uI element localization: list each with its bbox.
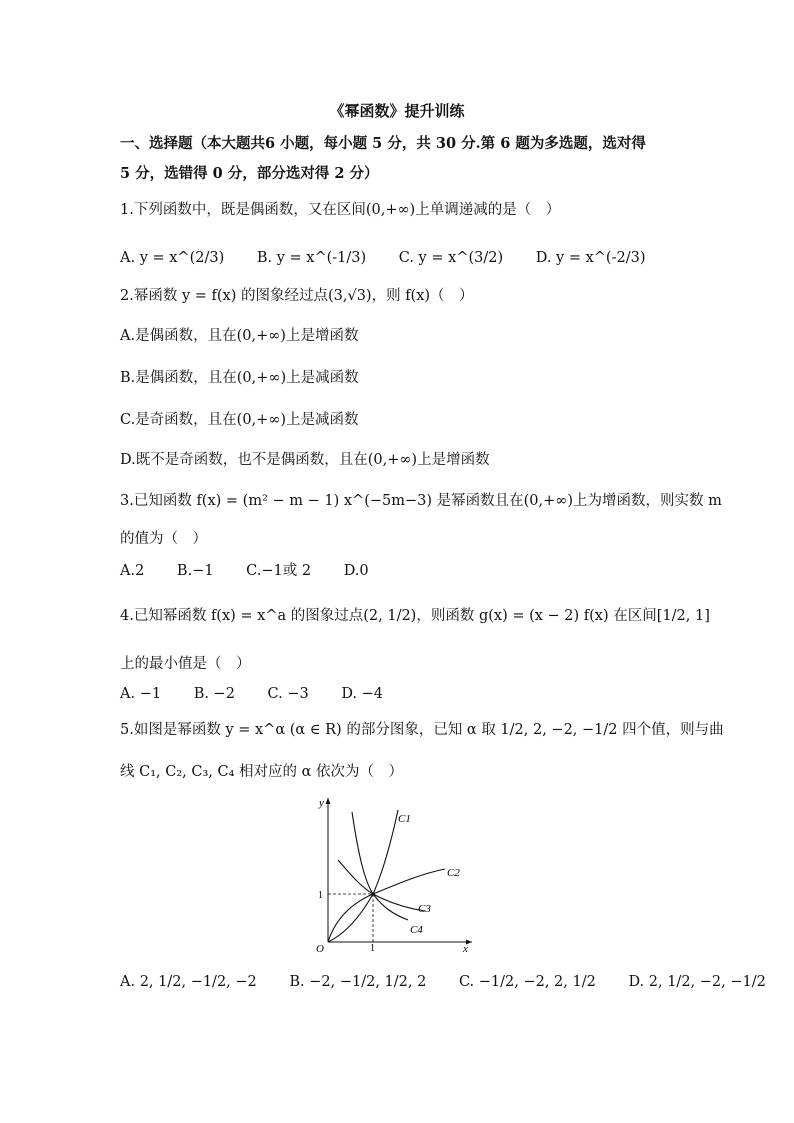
- section-heading-line2: 5 分，选错得 0 分，部分选对得 2 分）: [120, 165, 379, 182]
- q3-stem-line1: 3.已知函数 f(x) = (m² − m − 1) x^(−5m−3) 是幂函数且在(0,+∞)上为增函数，则实数 m: [120, 493, 722, 509]
- y-axis-label: y: [319, 797, 324, 809]
- q5-option-d: D. 2, 1/2, −2, −1/2: [628, 974, 766, 990]
- q5-option-c: C. −1/2, −2, 2, 1/2: [458, 974, 596, 990]
- q1-options: [120, 248, 673, 268]
- curve-c2-label: C2: [447, 867, 460, 879]
- curve-c4-label: C4: [410, 924, 423, 936]
- y-axis-arrow: [326, 798, 331, 804]
- q2-option-b: B.是偶函数，且在(0,+∞)上是减函数: [120, 370, 359, 386]
- q4-option-d: D. −4: [341, 686, 384, 702]
- q3-option-a: A.2: [120, 563, 145, 579]
- q1-option-d: D. y = x^(-2/3): [535, 250, 646, 266]
- curve-c3-label: C3: [418, 903, 431, 915]
- curve-c4: [352, 812, 408, 920]
- q3-option-b: B.−1: [176, 563, 214, 579]
- q3-option-c: C.−1或 2: [246, 563, 312, 579]
- q5-options: [120, 972, 794, 992]
- x-axis-label: x: [463, 943, 468, 952]
- x-tick-label: 1: [370, 943, 375, 952]
- q4-option-b: B. −2: [193, 686, 235, 702]
- q4-stem-line1: 4.已知幂函数 f(x) = x^a 的图象过点(2, 1/2)，则函数 g(x) = (x − 2) f(x) 在区间[1/2, 1]: [120, 608, 710, 624]
- q1-stem: 1.下列函数中，既是偶函数，又在区间(0,+∞)上单调递减的是（ ）: [120, 202, 561, 218]
- y-tick-label: 1: [318, 890, 323, 901]
- page-title: 《幂函数》提升训练: [329, 102, 465, 120]
- curve-c1: [328, 810, 398, 942]
- q5-option-b: B. −2, −1/2, 1/2, 2: [289, 974, 427, 990]
- q4-options: [120, 684, 411, 704]
- q3-option-d: D.0: [343, 563, 369, 579]
- q2-stem: 2.幂函数 y = f(x) 的图象经过点(3,√3)，则 f(x)（ ）: [120, 288, 474, 304]
- q4-stem-line2: 上的最小值是（ ）: [120, 656, 251, 672]
- q2-option-c: C.是奇函数，且在(0,+∞)上是减函数: [120, 412, 359, 428]
- q2-option-a: A.是偶函数，且在(0,+∞)上是增函数: [120, 328, 359, 344]
- q3-options: [120, 561, 397, 581]
- q5-stem-line2: 线 C₁, C₂, C₃, C₄ 相对应的 α 依次为（ ）: [120, 764, 404, 780]
- curve-c1-label: C1: [398, 813, 411, 825]
- q4-option-c: C. −3: [267, 686, 309, 702]
- origin-label: O: [316, 943, 324, 952]
- q2-option-d: D.既不是奇函数，也不是偶函数，且在(0,+∞)上是增函数: [120, 452, 490, 468]
- q3-stem-line2: 的值为（ ）: [120, 531, 207, 547]
- power-function-figure: [300, 792, 480, 952]
- q4-option-a: A. −1: [120, 686, 162, 702]
- q5-stem-line1: 5.如图是幂函数 y = x^α (α ∈ R) 的部分图象，已知 α 取 1/2, 2, −2, −1/2 四个值，则与曲: [120, 722, 724, 738]
- q1-option-c: C. y = x^(3/2): [398, 250, 504, 266]
- section-heading-line1: 一、选择题（本大题共6 小题，每小题 5 分，共 30 分.第 6 题为多选题，选对得: [120, 135, 646, 152]
- q5-option-a: A. 2, 1/2, −1/2, −2: [120, 974, 257, 990]
- q1-option-a: A. y = x^(2/3): [120, 250, 225, 266]
- q1-option-b: B. y = x^(-1/3): [256, 250, 367, 266]
